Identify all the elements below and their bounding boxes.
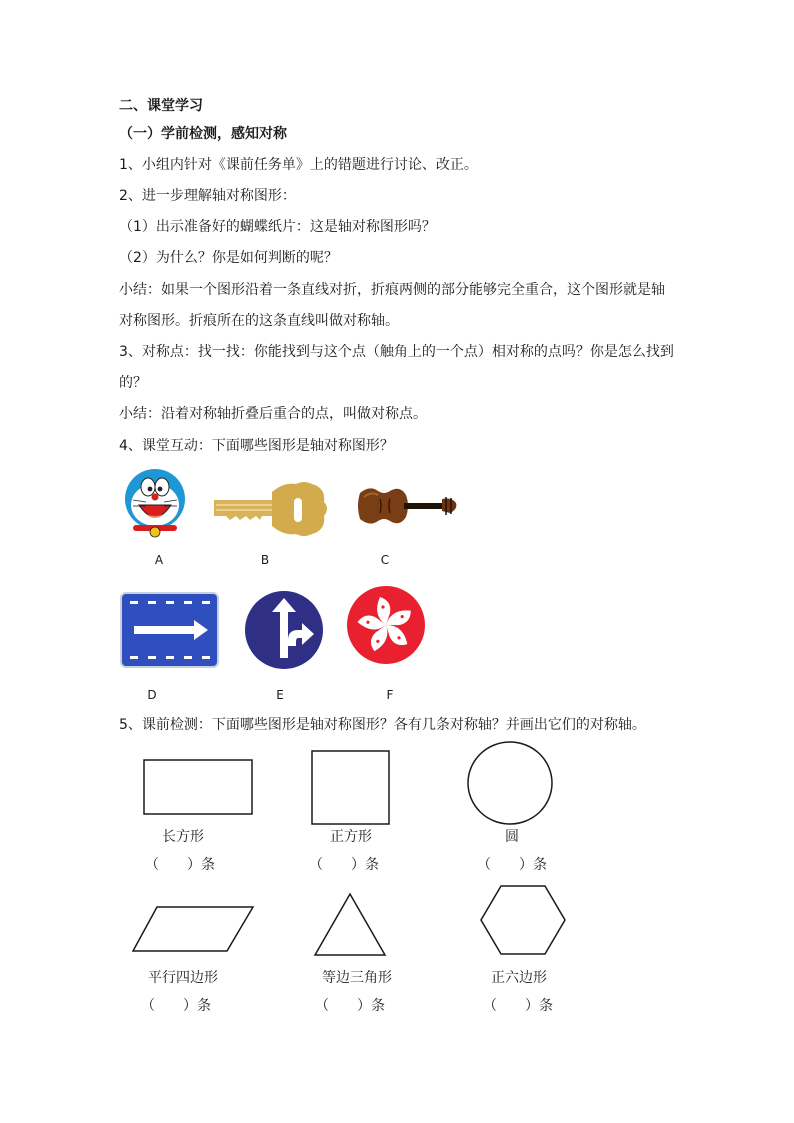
equilateral-triangle-shape <box>313 892 387 958</box>
picture-label-c: C <box>380 553 390 567</box>
summary-1-line-1: 小结：如果一个图形沿着一条直线对折，折痕两侧的部分能够完全重合，这个图形就是轴 <box>119 282 665 298</box>
equilateral-triangle-label: 等边三角形 <box>322 970 392 986</box>
subsection-title: （一）学前检测，感知对称 <box>119 126 287 142</box>
question-4: 4、课堂互动：下面哪些图形是轴对称图形？ <box>119 438 394 454</box>
regular-hexagon-label: 正六边形 <box>491 970 547 986</box>
circle-shape <box>466 740 554 826</box>
hexagon-axis-count-blank[interactable]: （ ）条 <box>483 998 553 1014</box>
parallelogram-shape <box>131 905 255 953</box>
circle-axis-count-blank[interactable]: （ ）条 <box>477 857 547 873</box>
question-5: 5、课前检测：下面哪些图形是轴对称图形？各有几条对称轴？并画出它们的对称轴。 <box>119 717 646 733</box>
rectangle-shape <box>143 759 255 817</box>
triangle-axis-count-blank[interactable]: （ ）条 <box>315 998 385 1014</box>
bauhinia-emblem-picture <box>346 585 426 665</box>
question-2: 2、进一步理解轴对称图形： <box>119 188 296 204</box>
parallelogram-axis-count-blank[interactable]: （ ）条 <box>141 998 211 1014</box>
question-2-part-2: （2）为什么？你是如何判断的呢？ <box>119 250 338 266</box>
section-title: 二、课堂学习 <box>119 98 203 114</box>
straight-or-right-sign-picture <box>244 590 324 670</box>
summary-2: 小结：沿着对称轴折叠后重合的点，叫做对称点。 <box>119 406 427 422</box>
picture-label-a: A <box>154 553 164 567</box>
summary-1-line-2: 对称图形。折痕所在的这条直线叫做对称轴。 <box>119 313 399 329</box>
picture-label-f: F <box>386 688 394 702</box>
question-3-line-2: 的？ <box>119 375 147 391</box>
question-2-part-1: （1）出示准备好的蝴蝶纸片：这是轴对称图形吗？ <box>119 219 436 235</box>
question-1: 1、小组内针对《课前任务单》上的错题进行讨论、改正。 <box>119 157 478 173</box>
doraemon-picture <box>119 467 193 539</box>
picture-label-d: D <box>147 688 157 702</box>
picture-label-e: E <box>276 688 284 702</box>
picture-label-b: B <box>260 553 270 567</box>
regular-hexagon-shape <box>478 884 568 956</box>
square-label: 正方形 <box>330 829 372 845</box>
rectangle-label: 长方形 <box>162 829 204 845</box>
square-shape <box>311 750 391 826</box>
direction-sign-picture <box>120 592 219 668</box>
key-picture <box>212 480 330 540</box>
circle-label: 圆 <box>505 829 519 845</box>
square-axis-count-blank[interactable]: （ ）条 <box>309 857 379 873</box>
question-3-line-1: 3、对称点：找一找：你能找到与这个点（触角上的一个点）相对称的点吗？你是怎么找到 <box>119 344 674 360</box>
parallelogram-label: 平行四边形 <box>148 970 218 986</box>
rectangle-axis-count-blank[interactable]: （ ）条 <box>145 857 215 873</box>
violin-picture <box>356 483 460 529</box>
